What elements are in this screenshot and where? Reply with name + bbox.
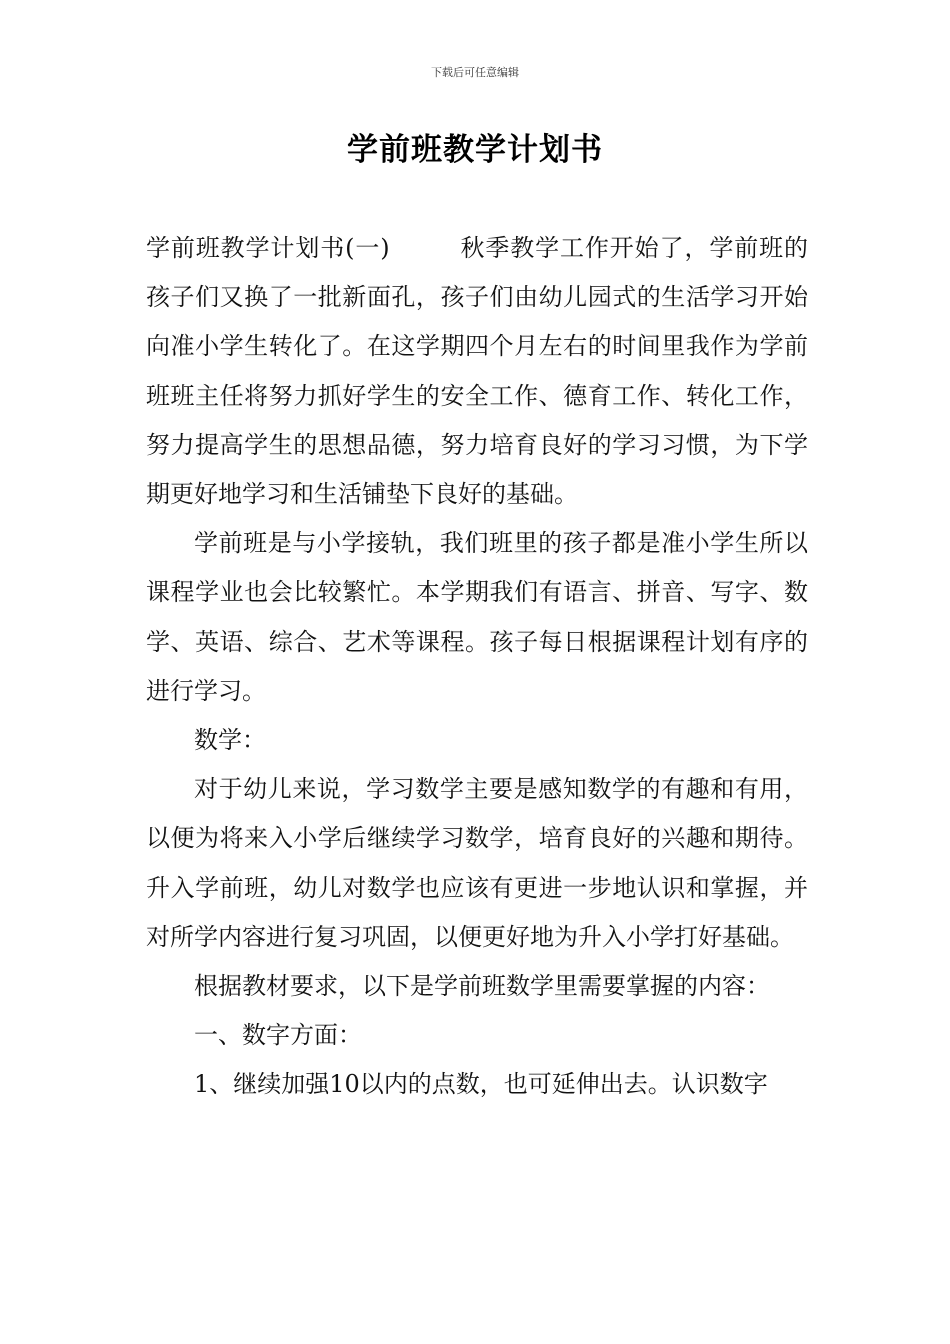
- intro-label: 学前班教学计划书(一): [146, 234, 390, 262]
- paragraph-intro: [146, 224, 808, 519]
- document-title: 学前班教学计划书: [347, 132, 603, 168]
- document-body: [146, 224, 808, 1110]
- paragraph-3: 对于幼儿来说，学习数学主要是感知数学的有趣和有用，以便为将来入小学后继续学习数学，培育良好的兴趣和期待。升入学前班，幼儿对数学也应该有更进一步地认识和掌握，并对所学内容进行复习巩固，以便更好地为升入小学打好基础。: [146, 775, 808, 951]
- paragraph-2: 学前班是与小学接轨，我们班里的孩子都是准小学生所以课程学业也会比较繁忙。本学期我们有语言、拼音、写字、数学、英语、综合、艺术等课程。孩子每日根据课程计划有序的进行学习。: [146, 529, 808, 705]
- paragraph-4: 根据教材要求，以下是学前班数学里需要掌握的内容：: [194, 972, 770, 1001]
- subsection-heading-numbers: 一、数字方面：: [194, 1021, 362, 1050]
- section-heading-math: 数学：: [194, 726, 266, 755]
- paragraph-1-text: 秋季教学工作开始了，学前班的孩子们又换了一批新面孔，孩子们由幼儿园式的生活学习开始向准小学生转化了。在这学期四个月左右的时间里我作为学前班班主任将努力抓好学生的安全工作、德育工作、转化工作，努力提高学生的思想品德，努力培育良好的学习习惯，为下学期更好地学习和生活铺垫下良好的基础。: [146, 234, 808, 509]
- header-note: 下载后可任意编辑: [431, 66, 519, 79]
- list-item-1: 1、继续加强10以内的点数，也可延伸出去。认识数字: [194, 1070, 768, 1099]
